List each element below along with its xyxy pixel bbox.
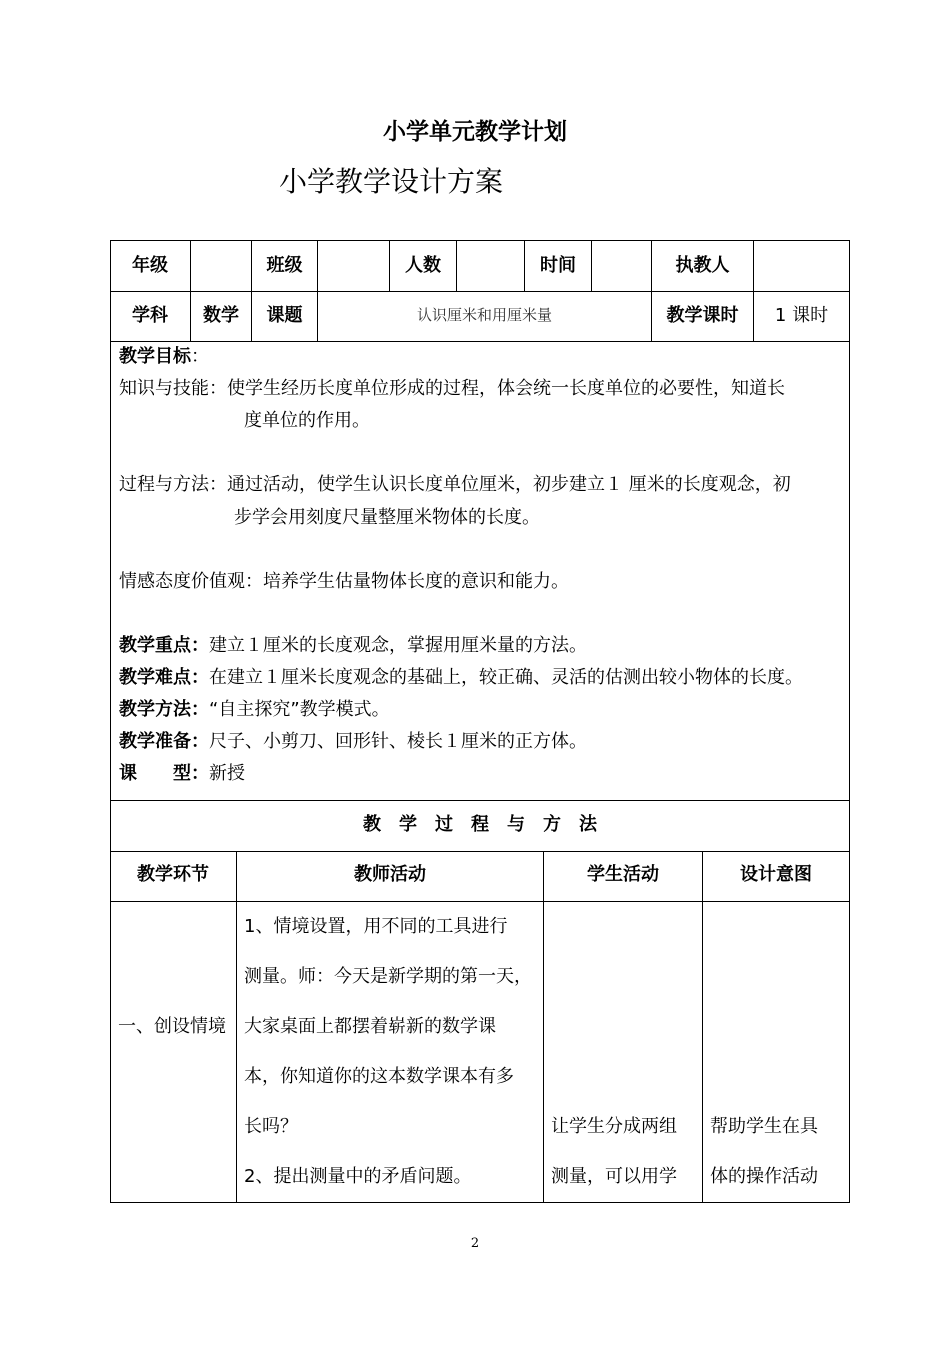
student-line: 测量，可以用学 [551,1166,677,1187]
teacher-line: 大家桌面上都摆着崭新的数学课 [244,1016,496,1037]
class-value [318,240,389,288]
count-label: 人数 [405,255,441,276]
col-header-stage: 教学环节 [137,864,209,885]
student-line: 让学生分成两组 [551,1116,677,1137]
col-header-teacher: 教师活动 [354,864,426,885]
lesson-type: 课 型：新授 [119,763,245,784]
knowledge-objective-cont: 度单位的作用。 [244,410,370,431]
col-header-intent: 设计意图 [740,864,812,885]
teaching-method: 教学方法：“自主探究”教学模式。 [119,699,390,720]
grade-value [191,240,251,288]
key-point: 教学重点：建立１厘米的长度观念，掌握用厘米量的方法。 [119,635,587,656]
hours-label: 教学课时 [666,305,739,326]
process-section-heading: 教 学 过 程 与 方 法 [363,814,597,835]
topic-value: 认识厘米和用厘米量 [416,305,552,324]
count-value [457,240,524,288]
intent-line: 体的操作活动 [710,1166,818,1187]
page-number: 2 [470,1236,480,1251]
class-label: 班级 [266,255,303,276]
teacher-line: 测量。师：今天是新学期的第一天， [244,966,532,987]
difficulty-point: 教学难点：在建立１厘米长度观念的基础上，较正确、灵活的估测出较小物体的长度。 [119,667,803,688]
subject-value: 数学 [203,305,239,326]
subject-label: 学科 [132,305,168,326]
process-label: 过程与方法： [119,474,227,495]
grade-label: 年级 [132,255,168,276]
teacher-line: 本，你知道你的这本数学课本有多 [244,1066,514,1087]
time-label: 时间 [540,255,576,276]
stage-cell: 一、创设情境 [118,1016,226,1037]
objectives-heading: 教学目标： [119,346,209,367]
teacher-line: 长吗？ [244,1116,298,1137]
emotion-objective: 情感态度价值观：培养学生估量物体长度的意识和能力。 [119,571,569,592]
topic-label: 课题 [266,305,303,326]
teaching-prep: 教学准备：尺子、小剪刀、回形针、棱长１厘米的正方体。 [119,731,587,752]
document-title: 小学单元教学计划 [383,119,567,145]
time-value [592,240,651,288]
teacher-label: 执教人 [675,255,730,276]
process-objective: 过程与方法：通过活动，使学生认识长度单位厘米，初步建立１ 厘米的长度观念，初 [119,474,791,495]
teacher-value [754,240,849,288]
col-header-student: 学生活动 [587,864,659,885]
teacher-line: 1、情境设置，用不同的工具进行 [244,916,508,937]
knowledge-objective: 知识与技能：使学生经历长度单位形成的过程，体会统一长度单位的必要性，知道长 [119,378,785,399]
hours-value: 1 课时 [774,305,829,326]
process-objective-cont: 步学会用刻度尺量整厘米物体的长度。 [234,507,540,528]
teacher-line: 2、提出测量中的矛盾问题。 [244,1166,472,1187]
knowledge-label: 知识与技能： [119,378,227,399]
intent-line: 帮助学生在具 [710,1116,818,1137]
document-subtitle: 小学教学设计方案 [279,165,504,198]
